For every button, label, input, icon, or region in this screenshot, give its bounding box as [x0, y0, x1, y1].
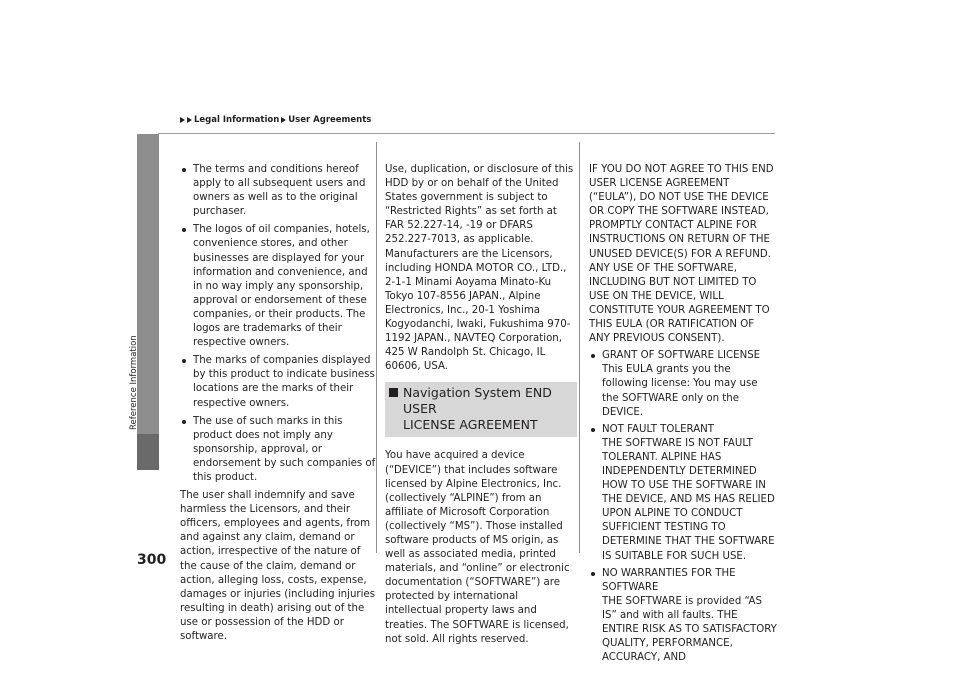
breadcrumb-item-user-agreements[interactable]: User Agreements	[288, 115, 372, 125]
eula-item	[589, 567, 777, 666]
page-number: 300	[137, 552, 167, 568]
eula-intro-paragraph: IF YOU DO NOT AGREE TO THIS END USER LICENSE AGREEMENT (“EULA”), DO NOT USE THE DEVICE OR COPY THE SOFTWARE INSTEAD, PROMPTLY CONTACT ALPINE FOR INSTRUCTIONS ON RETURN OF THE UNUSED DEVICE(S) FOR A REFUND. ANY USE OF THE SOFTWARE, INCLUDING BUT NOT LIMITED TO USE ON THE DEVICE, WILL CONSTITUTE YOUR AGREEMENT TO THIS EULA (OR RATIFICATION OF ANY PREVIOUS CONSENT).	[589, 164, 774, 345]
breadcrumb	[180, 115, 373, 125]
section-heading	[385, 382, 577, 437]
column-2	[385, 163, 577, 647]
section-heading-line-1: Navigation System END USER	[403, 385, 552, 417]
bullet-item: The marks of companies displayed by this product to indicate business locations are the marks of their respective owners.	[180, 354, 376, 410]
indemnity-paragraph: The user shall indemnify and save harmless the Licensors, and their officers, employees and agents, from and against any claim, demand or action, irrespective of the nature of the cause of the claim, demand or action, alleging loss, costs, expense, damages or injuries (including injuries resulting in death) arising out of the use or possession of the HDD or software.	[180, 490, 376, 642]
restricted-rights-paragraph: Use, duplication, or disclosure of this HDD by or on behalf of the United States government is subject to “Restricted Rights” as set forth at FAR 52.227-14, -19 or DFARS 252.227-7013, as applicable. Manufacturers are the Licensors, including HONDA MOTOR CO., LTD., 2-1-1 Minami Aoyama Minato-Ku Tokyo 107-8556 JAPAN., Alpine Electronics, Inc., 20-1 Yoshima Kogyodanchi, Iwaki, Fukushima 970-1192 JAPAN., NAVTEQ Corporation, 425 W Randolph St. Chicago, IL 60606, USA.	[385, 164, 574, 373]
breadcrumb-item-legal-information[interactable]: Legal Information	[194, 115, 280, 125]
triangle-right-icon	[180, 117, 185, 123]
bullet-item: The use of such marks in this product does not imply any sponsorship, approval, or endorsement by such companies of this product.	[180, 415, 376, 485]
column-1	[180, 163, 376, 644]
triangle-right-icon	[281, 117, 286, 123]
eula-item-title: NOT FAULT TOLERANT	[602, 423, 715, 435]
column-divider	[376, 142, 377, 553]
triangle-right-icon	[187, 117, 192, 123]
eula-item	[589, 423, 777, 564]
bullet-item: The logos of oil companies, hotels, convenience stores, and other businesses are displayed for your information and convenience, and in no way imply any sponsorship, approval or endorsement of these companies, or their products. The logos are trademarks of their respective owners.	[180, 223, 376, 350]
bullet-item: The terms and conditions hereof apply to all subsequent users and owners as well as to the original purchaser.	[180, 163, 376, 219]
header-rule	[158, 133, 775, 134]
side-tab-marker	[137, 434, 159, 470]
device-paragraph: You have acquired a device (“DEVICE”) that includes software licensed by Alpine Electronics, Inc. (collectively “ALPINE”) from an affiliate of Microsoft Corporation (collectively “MS”). Those installed software products of MS origin, as well as associated media, printed materials, and “online” or electronic documentation (“SOFTWARE”) are protected by international intellectual property laws and treaties. The SOFTWARE is licensed, not sold. All rights reserved.	[385, 450, 570, 645]
section-heading-line-2: LICENSE AGREEMENT	[403, 417, 538, 433]
eula-item-body: THE SOFTWARE is provided “AS IS” and with all faults. THE ENTIRE RISK AS TO SATISFACTORY QUALITY, PERFORMANCE, ACCURACY, AND	[602, 595, 777, 664]
side-section-label-text: Reference Information	[129, 335, 139, 430]
eula-item-body: THE SOFTWARE IS NOT FAULT TOLERANT. ALPINE HAS INDEPENDENTLY DETERMINED HOW TO USE THE SOFTWARE IN THE DEVICE, AND MS HAS RELIED UPON ALPINE TO CONDUCT SUFFICIENT TESTING TO DETERMINE THAT THE SOFTWARE IS SUITABLE FOR SUCH USE.	[602, 437, 775, 562]
eula-item-title: GRANT OF SOFTWARE LICENSE	[602, 350, 761, 362]
eula-item-title: NO WARRANTIES FOR THE SOFTWARE	[602, 567, 736, 593]
column-3	[589, 163, 777, 665]
heading-square-icon	[389, 388, 398, 397]
eula-item	[589, 349, 777, 419]
eula-item-body: This EULA grants you the following license: You may use the SOFTWARE only on the DEVICE.	[602, 364, 758, 418]
side-strip	[137, 134, 159, 434]
column-divider	[579, 142, 580, 553]
